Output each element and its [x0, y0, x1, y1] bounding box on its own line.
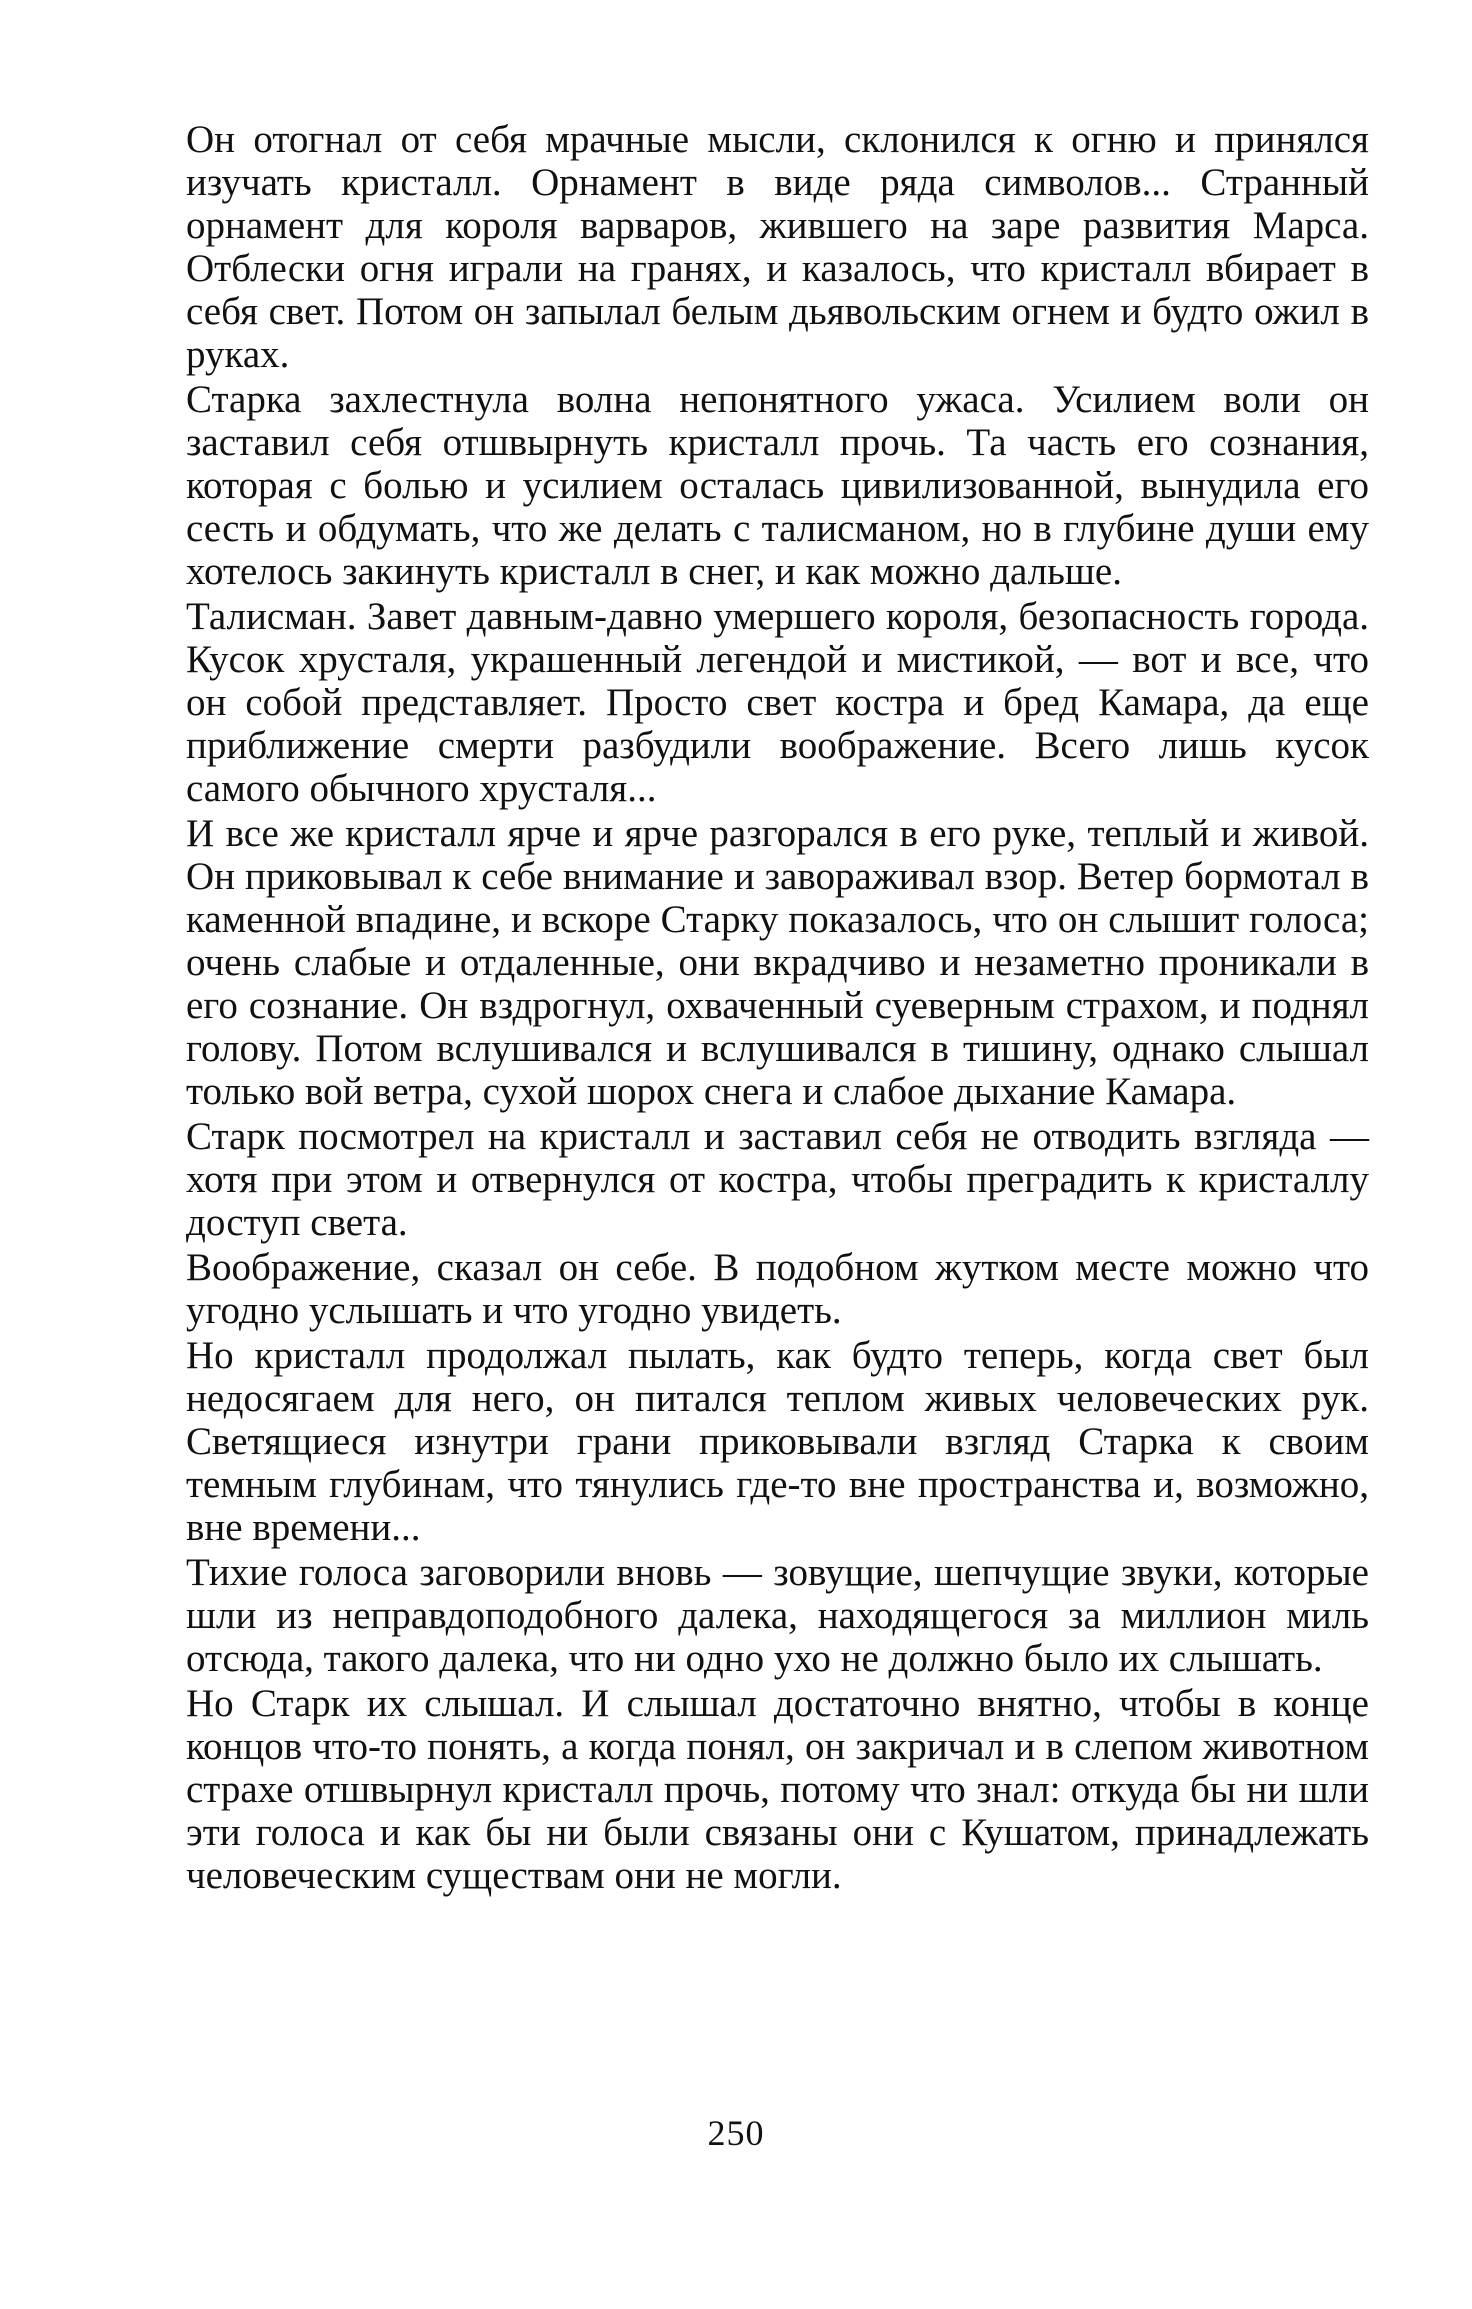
paragraph-6: Воображение, сказал он себе. В подобном жутком месте можно что угодно услышать и что угодно увидеть.	[186, 1246, 1369, 1332]
page-number: 250	[707, 2113, 765, 2153]
page-body-text	[186, 118, 1369, 1899]
paragraph-1: Он отогнал от себя мрачные мысли, склонился к огню и принялся изучать кристалл. Орнамент в виде ряда символов... Странный орнамент для короля варваров, жившего на заре развития Марса. Отблески огня играли на гранях, и казалось, что кристалл вбирает в себя свет. Потом он запылал белым дьявольским огнем и будто ожил в руках.	[186, 118, 1369, 376]
paragraph-4: И все же кристалл ярче и ярче разгорался в его руке, теплый и живой. Он приковывал к себе внимание и завораживал взор. Ветер бормотал в каменной впадине, и вскоре Старку показалось, что он слышит голоса; очень слабые и отдаленные, они вкрадчиво и незаметно проникали в его сознание. Он вздрогнул, охваченный суеверным страхом, и поднял голову. Потом вслушивался и вслушивался в тишину, однако слышал только вой ветра, сухой шорох снега и слабое дыхание Камара.	[186, 812, 1369, 1113]
paragraph-7: Но кристалл продолжал пылать, как будто теперь, когда свет был недосягаем для него, он питался теплом живых человеческих рук. Светящиеся изнутри грани приковывали взгляд Старка к своим темным глубинам, что тянулись где-то вне пространства и, возможно, вне времени...	[186, 1334, 1369, 1549]
paragraph-3: Талисман. Завет давным-давно умершего короля, безопасность города. Кусок хрусталя, украшенный легендой и мистикой, — вот и все, что он собой представляет. Просто свет костра и бред Камара, да еще приближение смерти разбудили воображение. Всего лишь кусок самого обычного хрусталя...	[186, 595, 1369, 810]
paragraph-2: Старка захлестнула волна непонятного ужаса. Усилием воли он заставил себя отшвырнуть кристалл прочь. Та часть его сознания, которая с болью и усилием осталась цивилизованной, вынудила его сесть и обдумать, что же делать с талисманом, но в глубине души ему хотелось закинуть кристалл в снег, и как можно дальше.	[186, 378, 1369, 593]
paragraph-8: Тихие голоса заговорили вновь — зовущие, шепчущие звуки, которые шли из неправдоподобного далека, находящегося за миллион миль отсюда, такого далека, что ни одно ухо не должно было их слышать.	[186, 1551, 1369, 1680]
paragraph-5: Старк посмотрел на кристалл и заставил себя не отводить взгляда — хотя при этом и отвернулся от костра, чтобы преградить к кристаллу доступ света.	[186, 1115, 1369, 1244]
paragraph-9: Но Старк их слышал. И слышал достаточно внятно, чтобы в конце концов что-то понять, а когда понял, он закричал и в слепом животном страхе отшвырнул кристалл прочь, потому что знал: откуда бы ни шли эти голоса и как бы ни были связаны они с Кушатом, принадлежать человеческим существам они не могли.	[186, 1682, 1369, 1897]
